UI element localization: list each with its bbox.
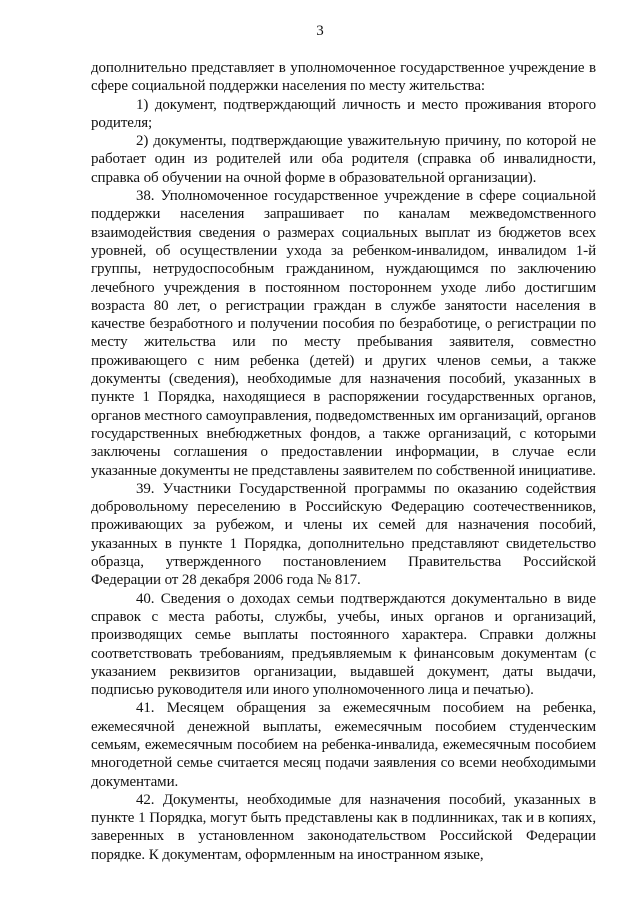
paragraph-42: 42. Документы, необходимые для назначения пособий, указанных в пункте 1 Порядка, могут быть представлены как в подлинниках, так и в копиях, заверенных в установленном законодательством Российской Федерации порядке. К документам, оформленным на иностранном языке, (91, 791, 596, 863)
paragraph-39: 39. Участники Государственной программы по оказанию содействия добровольному переселению в Российскую Федерацию соотечественников, проживающих за рубежом, и члены их семей для назначения пособий, указанных в пункте 1 Порядка, дополнительно представляют свидетельство образца, утвержденного постановлением Правительства Российской Федерации от 28 декабря 2006 года № 817. (91, 480, 596, 589)
paragraph-item-1: 1) документ, подтверждающий личность и место проживания второго родителя; (91, 96, 596, 131)
paragraph-continuation: дополнительно представляет в уполномоченное государственное учреждение в сфере социальной поддержки населения по месту жительства: (91, 60, 596, 95)
paragraph-item-2: 2) документы, подтверждающие уважительную причину, по которой не работает один из родителей или оба родителя (справка об инвалидности, справка об обучении на очной форме в образовательной организации). (91, 133, 596, 186)
page-number: 3 (316, 23, 324, 39)
paragraph-38: 38. Уполномоченное государственное учреждение в сфере социальной поддержки населения запрашивает по каналам межведомственного взаимодействия сведения о размерах социальных выплат из бюджетов всех уровней, об осуществлении ухода за ребенком-инвалидом, инвалидом 1-й группы, нетрудоспособным гражданином, нуждающимся по заключению лечебного учреждения в постоянном постороннем уходе либо достигшим возраста 80 лет, о регистрации граждан в службе занятости населения в качестве безработного и получении пособия по безработице, о регистрации по месту жительства или по месту пребывания заявителя, совместно проживающего с ним ребенка (детей) и других членов семьи, а также документы (сведения), необходимые для назначения пособий, указанных в пункте 1 Порядка, находящиеся в распоряжении государственных органов, органов местного самоуправления, подведомственных им организаций, органов государственных внебюджетных фондов, а также организаций, с которыми заключены соглашения о предоставлении информации, в случае если указанные документы не представлены заявителем по собственной инициативе. (91, 188, 596, 479)
document-body (91, 59, 596, 864)
paragraph-40: 40. Сведения о доходах семьи подтверждаются документально в виде справок с места работы, службы, учебы, иных органов и организаций, производящих семье выплаты постоянного характера. Справки должны соответствовать требованиям, предъявляемым к финансовым документам (с указанием реквизитов организации, выдавшей документ, даты выдачи, подписью руководителя или иного уполномоченного лица и печатью). (91, 590, 596, 699)
paragraph-41: 41. Месяцем обращения за ежемесячным пособием на ребенка, ежемесячной денежной выплаты, ежемесячным пособием студенческим семьям, ежемесячным пособием на ребенка-инвалида, ежемесячным пособием многодетной семье считается месяц подачи заявления со всеми необходимыми документами. (91, 700, 596, 790)
